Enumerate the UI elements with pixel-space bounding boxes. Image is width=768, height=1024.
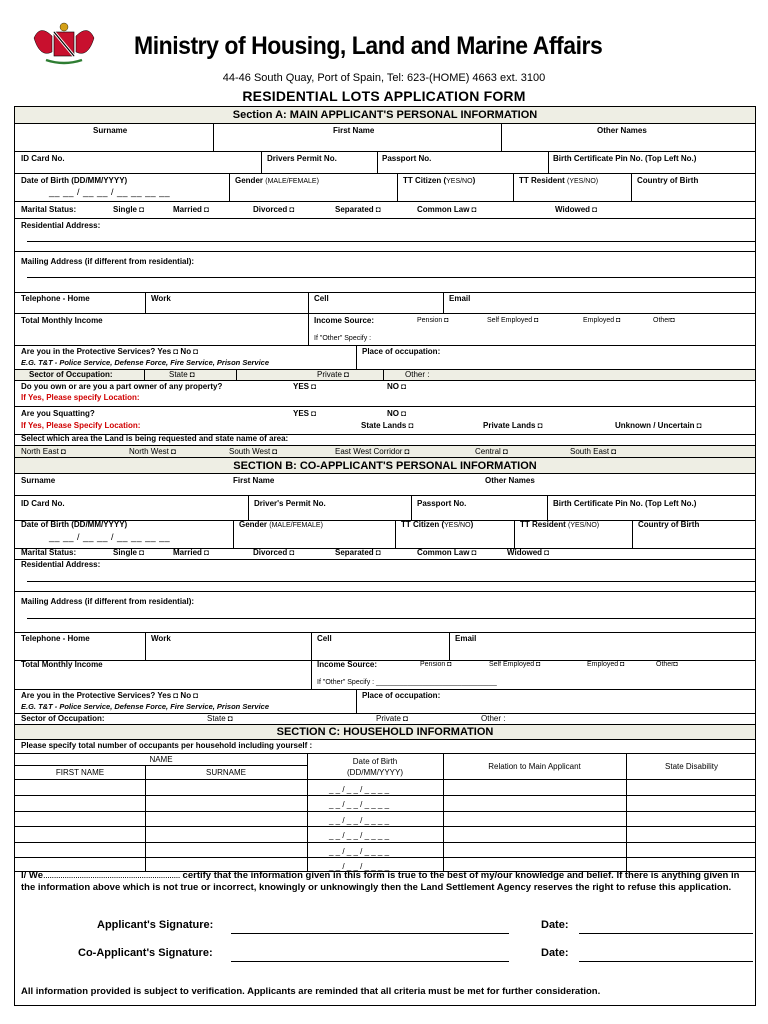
dob-format-column: (DD/MM/YYYY) (347, 768, 403, 777)
protective-services-example: E.G. T&T - Police Service, Defense Force, Fire Service, Prison Service (21, 358, 270, 367)
surname-column: SURNAME (205, 768, 246, 777)
co-sector-private[interactable]: Private ◘ (376, 714, 408, 723)
surname-label: Surname (93, 126, 128, 135)
co-income-label: Total Monthly Income (21, 660, 103, 669)
disability-column: State Disability (665, 762, 718, 771)
co-income-other[interactable]: Other◘ (656, 661, 678, 668)
table-row: _ _ / _ _ / _ _ _ _ (329, 785, 390, 794)
co-telephone-home-label: Telephone - Home (21, 634, 90, 643)
income-self-employed[interactable]: Self Employed ◘ (487, 317, 539, 324)
squatting-yes[interactable]: YES ◘ (293, 409, 317, 418)
co-income-pension[interactable]: Pension ◘ (420, 661, 452, 668)
co-applicant-signature-line[interactable] (231, 961, 509, 962)
co-dob-label: Date of Birth (DD/MM/YYYY) (21, 520, 128, 529)
other-names-label: Other Names (597, 126, 647, 135)
co-marital-widowed[interactable]: Widowed ◘ (507, 548, 550, 557)
co-marital-common-law[interactable]: Common Law ◘ (417, 548, 477, 557)
sector-other: Other : (405, 370, 430, 379)
co-applicant-signature-label: Co-Applicant's Signature: (78, 947, 213, 959)
marital-separated[interactable]: Separated ◘ (335, 205, 381, 214)
first-name-label: First Name (333, 126, 375, 135)
ministry-address: 44-46 South Quay, Port of Spain, Tel: 623-(HOME) 4663 ext. 3100 (222, 72, 546, 84)
telephone-home-label: Telephone - Home (21, 294, 90, 303)
dob-column: Date of Birth (352, 757, 398, 766)
applicant-signature-label: Applicant's Signature: (97, 919, 214, 931)
co-dob-blank: __ __ / __ __ / __ __ __ __ (49, 532, 171, 542)
co-income-self-employed[interactable]: Self Employed ◘ (489, 661, 541, 668)
co-applicant-date-line[interactable] (579, 961, 753, 962)
co-tt-citizen-label: TT Citizen (YES/NO) (401, 520, 474, 529)
income-other-specify: If "Other" Specify : (314, 335, 372, 342)
co-residential-label: Residential Address: (21, 560, 101, 569)
marital-common-law[interactable]: Common Law ◘ (417, 205, 477, 214)
income-other[interactable]: Other◘ (653, 317, 675, 324)
marital-label: Marital Status: (21, 205, 77, 214)
sector-private[interactable]: Private ◘ (317, 370, 349, 379)
marital-single[interactable]: Single ◘ (113, 205, 145, 214)
marital-married[interactable]: Married ◘ (173, 205, 209, 214)
application-form (14, 106, 756, 1006)
squatting-location: If Yes, Please Specify Location: (21, 421, 141, 430)
own-property-label: Do you own or are you a part owner of any property? (21, 382, 223, 391)
co-first-name-label: First Name (233, 476, 275, 485)
section-b-header: SECTION B: CO-APPLICANT'S PERSONAL INFORMATION (15, 457, 755, 474)
occupants-label: Please specify total number of occupants per household including yourself : (21, 741, 313, 750)
area-south-west[interactable]: South West ◘ (229, 447, 278, 456)
mailing-label: Mailing Address (if different from residential): (21, 257, 195, 266)
co-income-other-specify: If "Other" Specify : _______________________________ (317, 679, 497, 686)
area-north-east[interactable]: North East ◘ (21, 447, 66, 456)
co-mailing-label: Mailing Address (if different from residential): (21, 597, 195, 606)
squatting-no[interactable]: NO ◘ (387, 409, 407, 418)
tt-citizen-label: TT Citizen (YES/NO) (403, 176, 476, 185)
area-east-west-corridor[interactable]: East West Corridor ◘ (335, 447, 410, 456)
section-a-header: Section A: MAIN APPLICANT'S PERSONAL INFORMATION (15, 107, 755, 124)
co-cell-label: Cell (317, 634, 332, 643)
passport-label: Passport No. (382, 154, 432, 163)
co-tt-resident-label: TT Resident (YES/NO) (520, 520, 600, 529)
co-drivers-permit-label: Driver's Permit No. (254, 499, 326, 508)
co-sector-label: Sector of Occupation: (21, 714, 105, 723)
co-passport-label: Passport No. (417, 499, 467, 508)
co-sector-other: Other : (481, 714, 506, 723)
dob-blank: __ __ / __ __ / __ __ __ __ (49, 187, 171, 197)
table-row: _ _ / _ _ / _ _ _ _ (329, 862, 390, 871)
ministry-title: Ministry of Housing, Land and Marine Affairs (134, 32, 603, 60)
country-birth-label: Country of Birth (637, 176, 699, 185)
co-email-label: Email (455, 634, 477, 643)
own-property-location: If Yes, Please specify Location: (21, 393, 140, 402)
dob-label: Date of Birth (DD/MM/YYYY) (21, 176, 128, 185)
own-property-no[interactable]: NO ◘ (387, 382, 407, 391)
applicant-date-line[interactable] (579, 933, 753, 934)
marital-widowed[interactable]: Widowed ◘ (555, 205, 598, 214)
protective-services-label: Are you in the Protective Services? Yes ◘ No ◘ (21, 347, 199, 356)
id-card-label: ID Card No. (21, 154, 65, 163)
co-income-source-label: Income Source: (317, 660, 378, 669)
drivers-permit-label: Drivers Permit No. (267, 154, 337, 163)
coat-of-arms-logo (24, 18, 104, 70)
marital-divorced[interactable]: Divorced ◘ (253, 205, 295, 214)
own-property-yes[interactable]: YES ◘ (293, 382, 317, 391)
co-place-occupation-label: Place of occupation: (362, 691, 441, 700)
co-applicant-date-label: Date: (541, 947, 569, 959)
table-row: _ _ / _ _ / _ _ _ _ (329, 800, 390, 809)
income-label: Total Monthly Income (21, 316, 103, 325)
co-country-birth-label: Country of Birth (638, 520, 700, 529)
cell-label: Cell (314, 294, 329, 303)
work-label: Work (151, 294, 171, 303)
co-sector-state[interactable]: State ◘ (207, 714, 233, 723)
applicant-date-label: Date: (541, 919, 569, 931)
tt-resident-label: TT Resident (YES/NO) (519, 176, 599, 185)
area-central[interactable]: Central ◘ (475, 447, 508, 456)
table-row: _ _ / _ _ / _ _ _ _ (329, 847, 390, 856)
select-area-label: Select which area the Land is being requested and state name of area: (21, 434, 289, 443)
verification-footer: All information provided is subject to verification. Applicants are reminded that all criteria must be met for further consideration. (21, 986, 601, 997)
income-source-label: Income Source: (314, 316, 375, 325)
sector-label: Sector of Occupation: (29, 370, 113, 379)
name-column-header: NAME (149, 755, 173, 764)
table-row: _ _ / _ _ / _ _ _ _ (329, 816, 390, 825)
place-occupation-label: Place of occupation: (362, 347, 441, 356)
birth-cert-label: Birth Certificate Pin No. (Top Left No.) (553, 154, 697, 163)
private-lands-option[interactable]: Private Lands ◘ (483, 421, 543, 430)
income-pension[interactable]: Pension ◘ (417, 317, 449, 324)
residential-label: Residential Address: (21, 221, 101, 230)
co-marital-separated[interactable]: Separated ◘ (335, 548, 381, 557)
co-marital-label: Marital Status: (21, 548, 77, 557)
co-marital-single[interactable]: Single ◘ (113, 548, 145, 557)
co-gender-label: Gender (MALE/FEMALE) (239, 520, 323, 529)
applicant-signature-line[interactable] (231, 933, 509, 934)
state-lands-option[interactable]: State Lands ◘ (361, 421, 414, 430)
sector-state[interactable]: State ◘ (169, 370, 195, 379)
relation-column: Relation to Main Applicant (488, 762, 581, 771)
co-id-card-label: ID Card No. (21, 499, 65, 508)
co-work-label: Work (151, 634, 171, 643)
co-protective-services-label: Are you in the Protective Services? Yes ◘ No ◘ (21, 691, 199, 700)
co-surname-label: Surname (21, 476, 56, 485)
co-marital-divorced[interactable]: Divorced ◘ (253, 548, 295, 557)
co-other-names-label: Other Names (485, 476, 535, 485)
income-employed[interactable]: Employed ◘ (583, 317, 621, 324)
co-protective-services-example: E.G. T&T - Police Service, Defense Force, Fire Service, Prison Service (21, 702, 270, 711)
certification-text: I/ We................................................................ certify that the information given in this form is true to the best of my/our knowledge and belief. If there is anything given in the information above which is not true or incorrect, knowingly or unknowingly then the Land Settlement Agency reserves the right to refuse this application. (21, 870, 740, 893)
form-title: RESIDENTIAL LOTS APPLICATION FORM (242, 88, 526, 104)
first-name-column: FIRST NAME (55, 768, 105, 777)
co-income-employed[interactable]: Employed ◘ (587, 661, 625, 668)
section-c-header: SECTION C: HOUSEHOLD INFORMATION (15, 724, 755, 740)
gender-label: Gender (MALE/FEMALE) (235, 176, 319, 185)
area-north-west[interactable]: North West ◘ (129, 447, 176, 456)
table-row: _ _ / _ _ / _ _ _ _ (329, 831, 390, 840)
unknown-uncertain-option[interactable]: Unknown / Uncertain ◘ (615, 421, 702, 430)
squatting-label: Are you Squatting? (21, 409, 95, 418)
co-marital-married[interactable]: Married ◘ (173, 548, 209, 557)
email-label: Email (449, 294, 471, 303)
area-south-east[interactable]: South East ◘ (570, 447, 617, 456)
co-birth-cert-label: Birth Certificate Pin No. (Top Left No.) (553, 499, 697, 508)
